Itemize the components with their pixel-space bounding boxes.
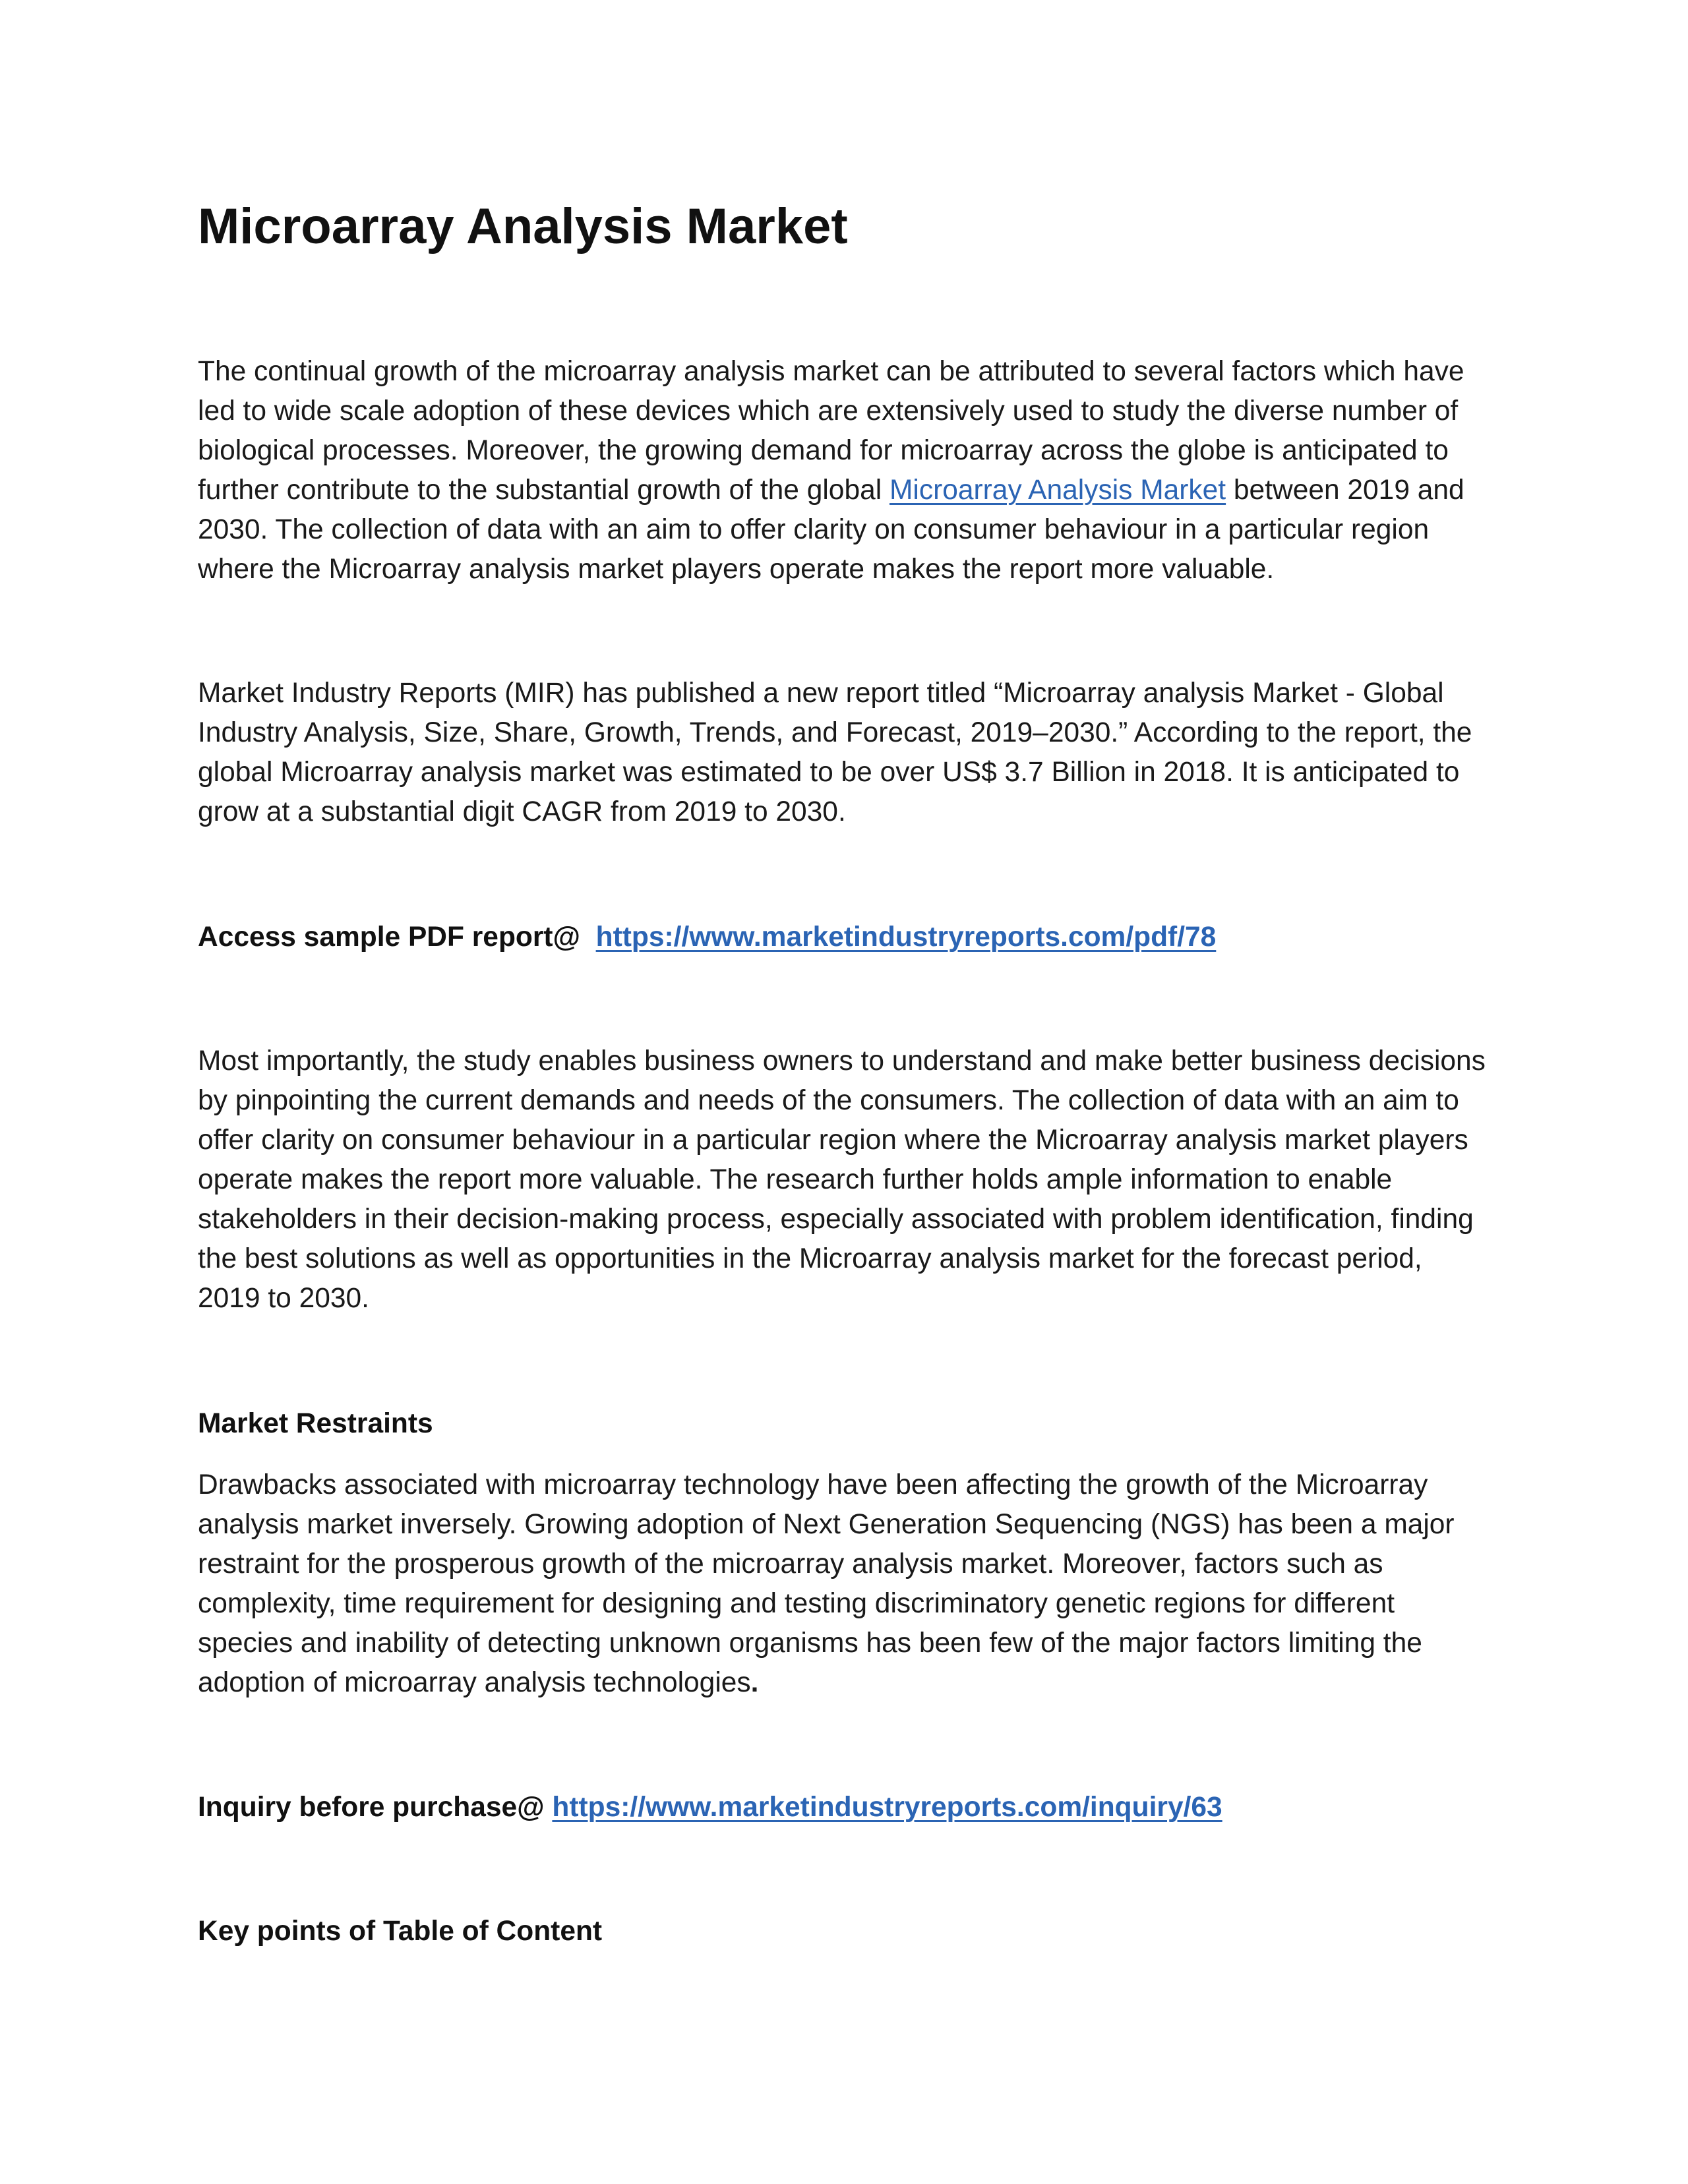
page-title: Microarray Analysis Market	[198, 198, 848, 254]
microarray-market-link[interactable]: Microarray Analysis Market	[889, 475, 1226, 506]
inquiry-label: Inquiry before purchase@	[198, 1792, 545, 1823]
intro-text-start: The continual growth of the microarray analysis market can be attributed to several factors which have led to wide scale adoption of these devices which are extensively used to study the diverse number of biological processes. Moreover, the growing demand for microarray across the globe is anticipated to further contribute to the substantial growth of the global	[198, 356, 1464, 506]
market-restraints-heading: Market Restraints	[198, 1408, 433, 1439]
inquiry-link[interactable]: https://www.marketindustryreports.com/inquiry/63	[552, 1792, 1222, 1823]
access-sample-label: Access sample PDF report@	[198, 922, 580, 953]
study-benefits-paragraph: Most importantly, the study enables business owners to understand and make better business decisions by pinpointing the current demands and needs of the consumers. The collection of data with an aim to offer clarity on consumer behaviour in a particular region where the Microarray analysis market players operate makes the report more valuable. The research further holds ample information to enable stakeholders in their decision-making process, especially associated with problem identification, finding the best solutions as well as opportunities in the Microarray analysis market for the forecast period, 2019 to 2030.	[198, 1046, 1486, 1314]
inquiry-line	[198, 1788, 1222, 1827]
sample-pdf-link[interactable]: https://www.marketindustryreports.com/pdf/78	[595, 922, 1217, 953]
restraints-text: Drawbacks associated with microarray technology have been affecting the growth of the Microarray analysis market inversely. Growing adoption of Next Generation Sequencing (NGS) has been a major restraint for the prosperous growth of the microarray analysis market. Moreover, factors such as complexity, time requirement for designing and testing discriminatory genetic regions for different species and inability of detecting unknown organisms has been few of the major factors limiting the adoption of microarray analysis technologies	[198, 1469, 1455, 1698]
table-of-content-heading: Key points of Table of Content	[198, 1916, 603, 1947]
restraints-end-mark: .	[750, 1667, 759, 1698]
report-announcement-paragraph: Market Industry Reports (MIR) has published a new report titled “Microarray analysis Market - Global Industry Analysis, Size, Share, Growth, Trends, and Forecast, 2019–2030.” According to the report, the global Microarray analysis market was estimated to be over US$ 3.7 Billion in 2018. It is anticipated to grow at a substantial digit CAGR from 2019 to 2030.	[198, 678, 1472, 827]
access-sample-line	[198, 918, 1216, 957]
intro-text-end: between 2019 and 2030. The collection of data with an aim to offer clarity on consumer behaviour in a particular region where the Microarray analysis market players operate makes the report more valuable.	[198, 475, 1464, 585]
intro-paragraph	[198, 352, 1490, 589]
restraints-paragraph	[198, 1465, 1490, 1703]
